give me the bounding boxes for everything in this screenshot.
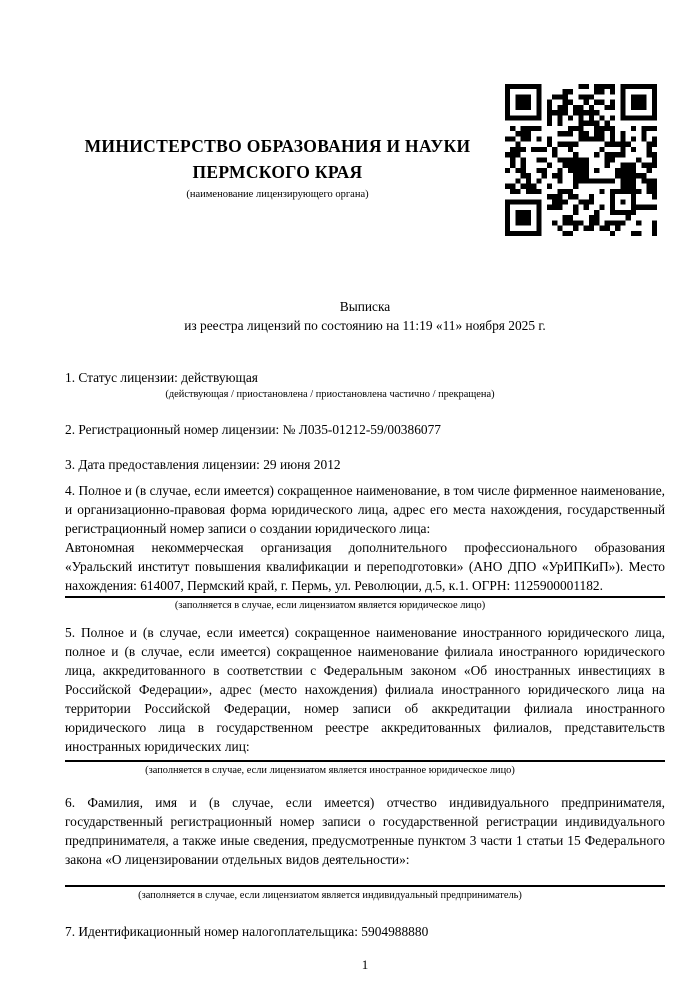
item-4-fill-line [65,596,665,598]
ministry-name-line2: ПЕРМСКОГО КРАЯ [192,162,363,182]
item-1-license-status: 1. Статус лицензии: действующая [65,370,258,385]
item-6-caption: (заполняется в случае, если лицензиатом является индивидуальный предприниматель) [138,890,522,901]
ministry-name-line1: МИНИСТЕРСТВО ОБРАЗОВАНИЯ И НАУКИ [84,136,471,156]
document-title-line2: из реестра лицензий по состоянию на 11:19 «11» ноября 2025 г. [184,318,546,333]
item-4-caption: (заполняется в случае, если лицензиатом является юридическое лицо) [174,600,486,611]
item-6-entrepreneur-label: 6. Фамилия, имя и (в случае, если имеется) отчество индивидуального предпринимателя, государственный регистрационный номер записи о государственной регистрации индивидуального предпринимателя, а также иные сведения, предусмотренные пунктом 3 части 1 статьи 15 Федерального закона «О лицензировании отдельных видов деятельности»: [65,795,665,867]
page-number: 1 [361,957,369,972]
item-5-caption: (заполняется в случае, если лицензиатом является иностранное юридическое лицо) [145,765,515,776]
item-4-legal-entity-label: 4. Полное и (в случае, если имеется) сокращенное наименование, в том числе фирменное наименование, и организационно-правовая форма юридического лица, адрес его места нахождения, государственный регистрационный номер записи о создании юридического лица: [65,483,665,536]
document-title-line1: Выписка [339,299,391,314]
item-2-registration-number: 2. Регистрационный номер лицензии: № Л035-01212-59/00386077 [65,422,441,437]
item-6-fill-line [65,885,665,887]
item-7-taxpayer-number: 7. Идентификационный номер налогоплательщика: 5904988880 [65,924,429,939]
item-5-foreign-entity-label: 5. Полное и (в случае, если имеется) сокращенное наименование иностранного юридического лица, полное и (в случае, если имеется) сокращенное наименование филиала иностранного юридического лица, аккредитованного в соответствии с Федеральным законом «Об иностранных инвестициях в Российской Федерации», адрес (место нахождения) филиала иностранного юридического лица на территории Российской Федерации, номер записи об аккредитации филиала иностранного юридического лица в государственном реестре аккредитованных филиалов, представительств иностранных юридических лиц: [65,625,665,754]
item-4-legal-entity-value: Автономная некоммерческая организация дополнительного профессионального образования «Уральский институт повышения квалификации и переподготовки» (АНО ДПО «УрИПКиП»). Место нахождения: 614007, Пермский край, г. Пермь, ул. Революции, д.5, к.1. ОГРН: 1125900001182. [65,540,665,593]
document-body [65,0,665,974]
item-1-caption: (действующая / приостановлена / приостановлена частично / прекращена) [165,389,495,400]
item-3-grant-date: 3. Дата предоставления лицензии: 29 июня 2012 [65,457,341,472]
document-title [65,297,665,335]
licensing-authority-caption: (наименование лицензирующего органа) [186,189,369,200]
item-5-fill-line [65,760,665,762]
